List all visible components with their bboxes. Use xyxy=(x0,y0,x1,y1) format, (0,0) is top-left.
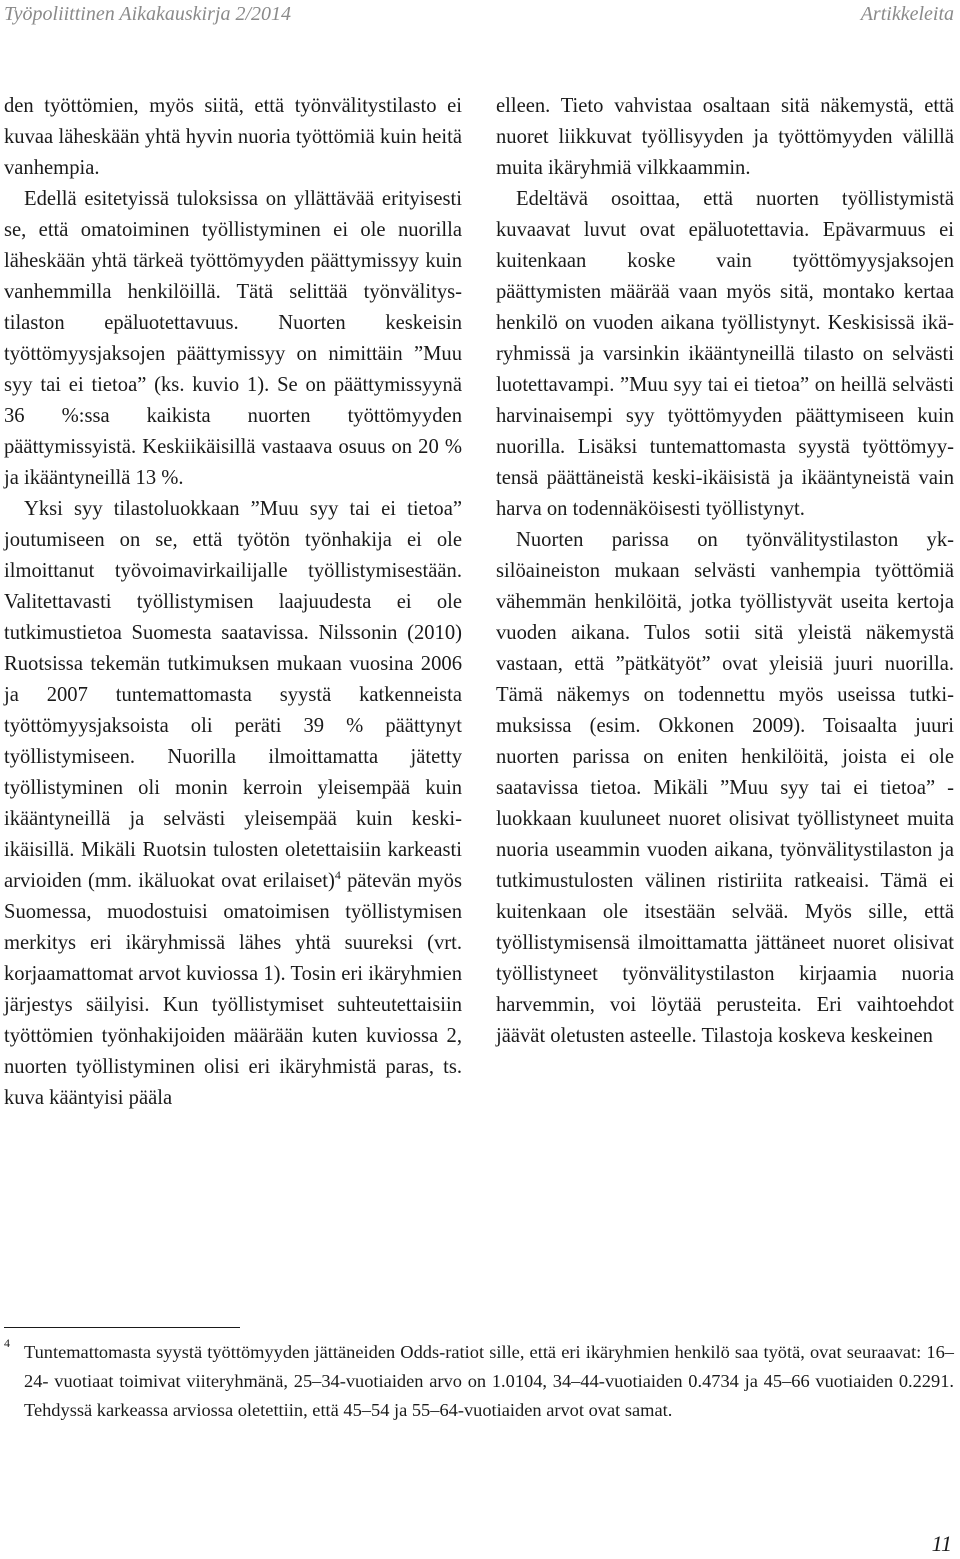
left-paragraph-3-part-b: pätevän myös Suomessa, muodostuisi omatoimisen työllistymisen merkitys eri ikäryhmissä lähes yhtä suureksi (vrt. korjaamattomat arvot kuviossa 1). Tosin eri ikäryhmien järjestys säilyisi. Kun työllistymiset suhteutettaisiin työttömien työnhakijoiden määrään kuten kuviossa 2, nuorten työllistyminen olisi eri ikäryhmistä paras, ts. kuva kääntyisi pääla xyxy=(4,870,462,1109)
journal-title: Työpoliittinen Aikakauskirja 2/2014 xyxy=(4,3,292,25)
footnote-reference[interactable]: 4 xyxy=(334,868,341,883)
page-number: 11 xyxy=(931,1531,952,1556)
right-paragraph-1: elleen. Tieto vahvistaa osaltaan sitä näkemystä, että nuoret liikkuvat työllisyyden ja työttömyyden välillä muita ikäryhmiä vilkkaammin. xyxy=(496,95,954,179)
footnote-divider xyxy=(4,1327,240,1328)
left-column xyxy=(4,91,462,1114)
left-paragraph-2: Edellä esitetyissä tuloksissa on yllättävää erityisesti se, että omatoiminen työllistyminen ei ole nuorilla läheskään yhtä tärkeä työttömyyden päättymissyy kuin vanhemmilla henkilöillä. Tätä selittää työnvälitystilaston epäluotettavuus. Nuorten keskeisin työttömyysjaksojen päättymissyy on nimittäin ”Muu syy tai ei tietoa” (ks. kuvio 1). Se on päättymissyynä 36 %:ssa kaikista nuorten työttömyyden päättymissyistä. Keskiikäisillä vastaava osuus on 20 % ja ikääntyneillä 13 %. xyxy=(4,188,462,489)
left-paragraph-3-part-a: Yksi syy tilastoluokkaan ”Muu syy tai ei tietoa” joutumiseen on se, että työtön työnhakija ei ole ilmoittanut työvoimavirkailijalle työllistymisestään. Valitettavasti työllistymisen laajuudesta ei ole tutkimustietoa Suomesta saatavissa. Nilssonin (2010) Ruotsissa tekemän tutkimuksen mukaan vuosina 2006 ja 2007 tuntemattomasta syystä katkenneista työttömyysjaksoista oli peräti 39 % päättynyt työllistymiseen. Nuorilla ilmoittamatta jätetty työllistyminen oli monin kerroin yleisempää kuin ikääntyneillä ja selvästi yleisempää kuin keski-ikäisillä. Mikäli Ruotsin tulosten oletettaisiin karkeasti arvioiden (mm. ikäluokat ovat erilaiset) xyxy=(4,498,462,892)
footnote-text: Tuntemattomasta syystä työttömyyden jättäneiden Odds-ratiot sille, että eri ikäryhmien henkilö saa työtä, ovat seuraavat: 16–24- vuotiaat toimivat viiteryhmänä, 25–34-vuotiaiden arvo on 1.0104, 34–44-vuotiaiden 0.4734 ja 45–66 vuotiaiden 0.2291. Tehdyssä karkeassa arviossa oletettiin, että 45–54 ja 55–64-vuotiaiden arvot ovat samat. xyxy=(24,1342,954,1420)
left-paragraph-1: den työttömien, myös siitä, että työnvälitystilasto ei kuvaa läheskään yhtä hyvin nuoria työttömiä kuin heitä vanhempia. xyxy=(4,95,462,179)
footnote-marker: 4 xyxy=(4,1336,10,1350)
right-paragraph-3: Nuorten parissa on työnvälitystilaston yksilöaineiston mukaan selvästi vanhempia työttömiä vähemmän henkilöitä, jotka työllistyvät useita kertoja vuoden aikana. Tulos sotii sitä yleistä näkemystä vastaan, että ”pätkätyöt” ovat yleisiä juuri nuorilla. Tämä näkemys on todennettu myös useissa tutkimuksissa (esim. Okkonen 2009). Toisaalta juuri nuorten parissa on eniten henkilöitä, joista ei ole saatavissa tietoa. Mikäli ”Muu syy tai ei tietoa” -luokkaan kuuluneet nuoret olisivat työllistyneet muita nuoria useammin vuoden aikana, työnvälitystilaston ja tutkimustulosten välinen ristiriita ratkeaisi. Tämä ei kuitenkaan ole itsestään selvää. Myös sille, että työllistymisensä ilmoittamatta jättäneet nuoret olisivat työllistyneet työnvälitystilaston kirjaamia nuoria harvemmin, voi löytää perusteita. Eri vaihtoehdot jäävät oletusten asteelle. Tilastoja koskeva keskeinen xyxy=(496,529,954,1047)
section-title: Artikkeleita xyxy=(860,3,954,25)
running-header xyxy=(0,0,960,30)
footnote xyxy=(4,1338,954,1425)
right-paragraph-2: Edeltävä osoittaa, että nuorten työllistymistä kuvaavat luvut ovat epäluotettavia. Epävarmuus ei kuitenkaan koske vain työttömyysjaksojen päättymisten määrää vaan myös sitä, montako kertaa henkilö on vuoden aikana työllistynyt. Keskisissä ikäryhmissä ja varsinkin ikääntyneillä tilasto on selvästi luotettavampi. ”Muu syy tai ei tietoa” on heillä selvästi harvinaisempi syy työttömyyden päättymiseen kuin nuorilla. Lisäksi tuntemattomasta syystä työttömyytensä päättäneistä keski-ikäisistä ja ikääntyneistä vain harva on todennäköisesti työllistynyt. xyxy=(496,188,954,520)
left-paragraph-3 xyxy=(4,494,462,1114)
right-column xyxy=(496,91,954,1052)
